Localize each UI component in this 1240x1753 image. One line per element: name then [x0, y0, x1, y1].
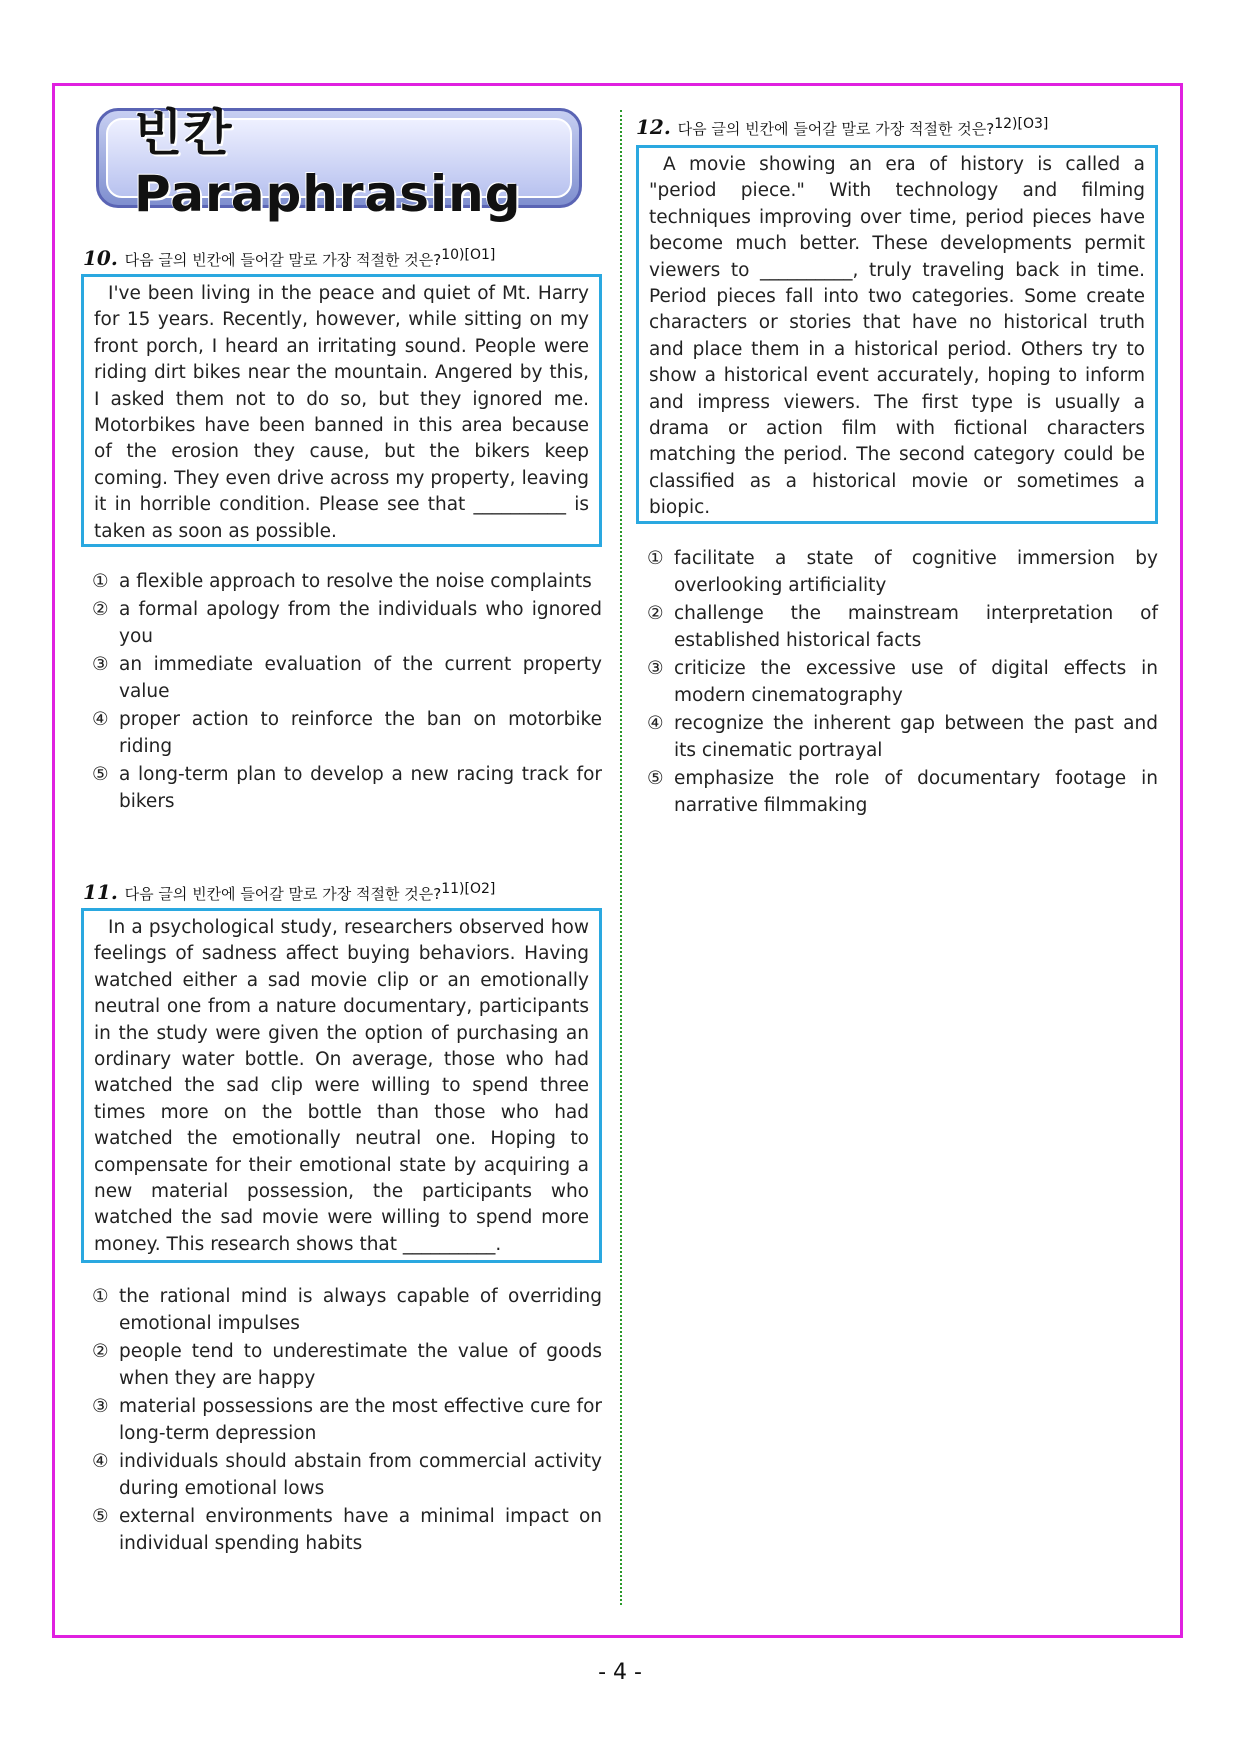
choice-number: ④: [647, 713, 664, 734]
question-12-header: [636, 115, 1048, 139]
question-11-passage: In a psychological study, researchers observed how feelings of sadness affect buying behaviors. Having watched either a sad movie clip or an emotionally neutral one from a nature documentary, participants in the study were given the option of purchasing an ordinary water bottle. On average, those who had watched the sad clip were willing to spend three times more on the bottle than those who had watched the emotionally neutral one. Hoping to compensate for their emotional state by acquiring a new material possession, the participants who watched the sad movie were willing to spend more money. This research shows that __________.: [81, 908, 602, 1263]
choice-item[interactable]: [92, 1338, 602, 1392]
choice-item[interactable]: [647, 600, 1158, 654]
choice-number: ⑤: [92, 1506, 109, 1527]
choice-number: ①: [92, 571, 109, 592]
question-12-prompt: 다음 글의 빈칸에 들어갈 말로 가장 적절한 것은?: [677, 120, 995, 138]
question-10-prompt: 다음 글의 빈칸에 들어갈 말로 가장 적절한 것은?: [124, 251, 442, 269]
choice-text: a flexible approach to resolve the noise complaints: [119, 571, 592, 592]
choice-number: ①: [647, 548, 664, 569]
choice-number: ③: [92, 654, 109, 675]
question-11-number: 11.: [83, 880, 118, 904]
choice-item[interactable]: [647, 545, 1158, 599]
choice-number: ⑤: [92, 764, 109, 785]
question-11-source: 11)[O2]: [441, 881, 496, 897]
choice-number: ①: [92, 1286, 109, 1307]
choice-item[interactable]: [92, 1283, 602, 1337]
choice-item[interactable]: [647, 655, 1158, 709]
question-10-passage: I've been living in the peace and quiet of Mt. Harry for 15 years. Recently, however, while sitting on my front porch, I heard an irritating sound. People were riding dirt bikes near the mountain. Angered by this, I asked them not to do so, but they ignored me. Motorbikes have been banned in this area because of the erosion they cause, but the bikers keep coming. They even drive across my property, leaving it in horrible condition. Please see that __________ is taken as soon as possible.: [81, 274, 602, 547]
question-10-header: [83, 246, 495, 270]
choice-text: challenge the mainstream interpretation of established historical facts: [674, 603, 1158, 651]
choice-item[interactable]: [92, 568, 602, 595]
question-12-number: 12.: [636, 115, 671, 139]
choice-text: a long-term plan to develop a new racing track for bikers: [119, 764, 602, 812]
choice-number: ②: [92, 599, 109, 620]
choice-text: proper action to reinforce the ban on motorbike riding: [119, 709, 602, 757]
question-10-source: 10)[O1]: [441, 247, 496, 263]
choice-item[interactable]: [647, 765, 1158, 819]
choice-text: individuals should abstain from commercial activity during emotional lows: [119, 1451, 602, 1499]
choice-text: external environments have a minimal impact on individual spending habits: [119, 1506, 602, 1554]
question-10-choices: [92, 568, 602, 816]
choice-item[interactable]: [92, 1503, 602, 1557]
choice-number: ②: [92, 1341, 109, 1362]
choice-number: ③: [647, 658, 664, 679]
choice-item[interactable]: [92, 651, 602, 705]
choice-text: emphasize the role of documentary footage in narrative filmmaking: [674, 768, 1158, 816]
question-10-number: 10.: [83, 246, 118, 270]
question-11-header: [83, 880, 495, 904]
choice-text: recognize the inherent gap between the past and its cinematic portrayal: [674, 713, 1158, 761]
choice-number: ④: [92, 709, 109, 730]
choice-text: criticize the excessive use of digital effects in modern cinematography: [674, 658, 1158, 706]
choice-number: ②: [647, 603, 664, 624]
page-number: - 4 -: [598, 1660, 642, 1685]
choice-text: a formal apology from the individuals who ignored you: [119, 599, 602, 647]
choice-item[interactable]: [647, 710, 1158, 764]
question-11-choices: [92, 1283, 602, 1558]
question-11-prompt: 다음 글의 빈칸에 들어갈 말로 가장 적절한 것은?: [124, 885, 442, 903]
choice-text: material possessions are the most effective cure for long-term depression: [119, 1396, 602, 1444]
choice-number: ④: [92, 1451, 109, 1472]
section-badge-inner: [106, 104, 572, 223]
column-divider: [620, 110, 622, 1605]
choice-text: the rational mind is always capable of overriding emotional impulses: [119, 1286, 602, 1334]
question-12-passage: A movie showing an era of history is called a "period piece." With technology and filming techniques improving over time, period pieces have become much better. These developments permit viewers to __________, truly traveling back in time. Period pieces fall into two categories. Some create characters or stories that have no historical truth and place them in a historical period. Others try to show a historical event accurately, hoping to inform and impress viewers. The first type is usually a drama or action film with fictional characters matching the period. The second category could be classified as a historical movie or sometimes a biopic.: [636, 145, 1158, 524]
choice-item[interactable]: [92, 596, 602, 650]
choice-item[interactable]: [92, 1393, 602, 1447]
choice-text: an immediate evaluation of the current property value: [119, 654, 602, 702]
choice-text: facilitate a state of cognitive immersion by overlooking artificiality: [674, 548, 1158, 596]
choice-item[interactable]: [92, 761, 602, 815]
choice-number: ⑤: [647, 768, 664, 789]
choice-item[interactable]: [92, 1448, 602, 1502]
section-title: 빈칸 Paraphrasing: [134, 104, 522, 223]
question-12-choices: [647, 545, 1158, 820]
choice-item[interactable]: [92, 706, 602, 760]
question-12-source: 12)[O3]: [994, 116, 1049, 132]
choice-text: people tend to underestimate the value of goods when they are happy: [119, 1341, 602, 1389]
choice-number: ③: [92, 1396, 109, 1417]
section-badge: [96, 104, 582, 223]
